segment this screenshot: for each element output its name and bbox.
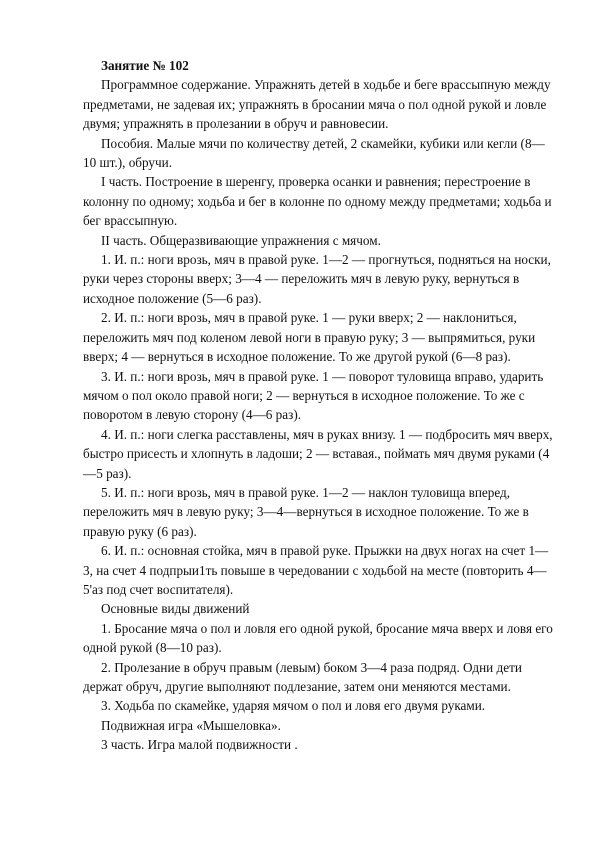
exercise-3: 3. И. п.: ноги врозь, мяч в правой руке. 1 — поворот туловища вправо, ударить мячом о пол около правой ноги; 2 — вернуться в исходное положение. То же с поворотом в левую сторону (4—6 раз). — [83, 368, 544, 423]
exercise-5: 5. И. п.: ноги врозь, мяч в правой руке. 1—2 — наклон туловища вперед, переложить мяч в левую руку; 3—4—вернуться в исходное положение. То же в правую руку (6 раз). — [83, 484, 529, 539]
movement-3: 3. Ходьба по скамейке, ударяя мячом о пол и ловя его двумя руками. — [101, 698, 486, 714]
outdoor-game: Подвижная игра «Мышеловка». — [101, 717, 281, 733]
lesson-title: Занятие № 102 — [101, 58, 189, 73]
exercise-6: 6. И. п.: основная стойка, мяч в правой руке. Прыжки на двух ногах на счет 1—3, на счет 4 подпрыи1ть повыше в чередовании с ходьбой на месте (повторить 4—5'аз под счет воспитателя). — [83, 543, 549, 597]
part-two-heading: II часть. Общеразвивающие упражнения с мячом. — [101, 232, 381, 248]
document-body — [83, 56, 553, 755]
movement-2: 2. Пролезание в обруч правым (левым) боком 3—4 раза подряд. Одни дети держат обруч, другие выполняют подлезание, затем они меняются местами. — [83, 659, 522, 694]
movement-1: 1. Бросание мяча о пол и ловля его одной рукой, бросание мяча вверх и ловя его одной рукой (8—10 раз). — [83, 620, 553, 656]
part-one-paragraph: I часть. Построение в шеренгу, проверка осанки и равнения; перестроение в колонну по одному; ходьба и бег в колонне по одному между предметами; ходьба и бег врассыпную. — [83, 174, 552, 229]
exercise-2: 2. И. п.: ноги врозь, мяч в правой руке. 1 — руки вверх; 2 — наклониться, переложить мяч под коленом левой ноги в правую руку; 3 — выпрямиться, руки вверх; 4 — вернуться в исходное положение. То же другой рукой (6—8 раз). — [83, 310, 536, 365]
part-three-paragraph: 3 часть. Игра малой подвижности . — [101, 737, 298, 753]
main-movements-heading: Основные виды движений — [101, 601, 250, 617]
exercise-1: 1. И. п.: ноги врозь, мяч в правой руке. 1—2 — прогнуться, подняться на носки, руки через стороны вверх; 3—4 — переложить мяч в левую руку, вернуться в исходное положение (5—6 раз). — [83, 252, 551, 306]
exercise-4: 4. И. п.: ноги слегка расставлены, мяч в руках внизу. 1 — подбросить мяч вверх, быстро присесть и хлопнуть в ладоши; 2 — вставая., поймать мяч двумя руками (4—5 раз). — [83, 426, 553, 481]
program-content-paragraph: Программное содержание. Упражнять детей в ходьбе и беге врассыпную между предметами, не задевая их; упражнять в бросании мяча о пол одной рукой и ловле двумя; упражнять в пролезании в обруч и равновесии. — [83, 77, 551, 132]
materials-paragraph: Пособия. Малые мячи по количеству детей, 2 скамейки, кубики или кегли (8—10 шт.), обручи. — [83, 135, 545, 171]
